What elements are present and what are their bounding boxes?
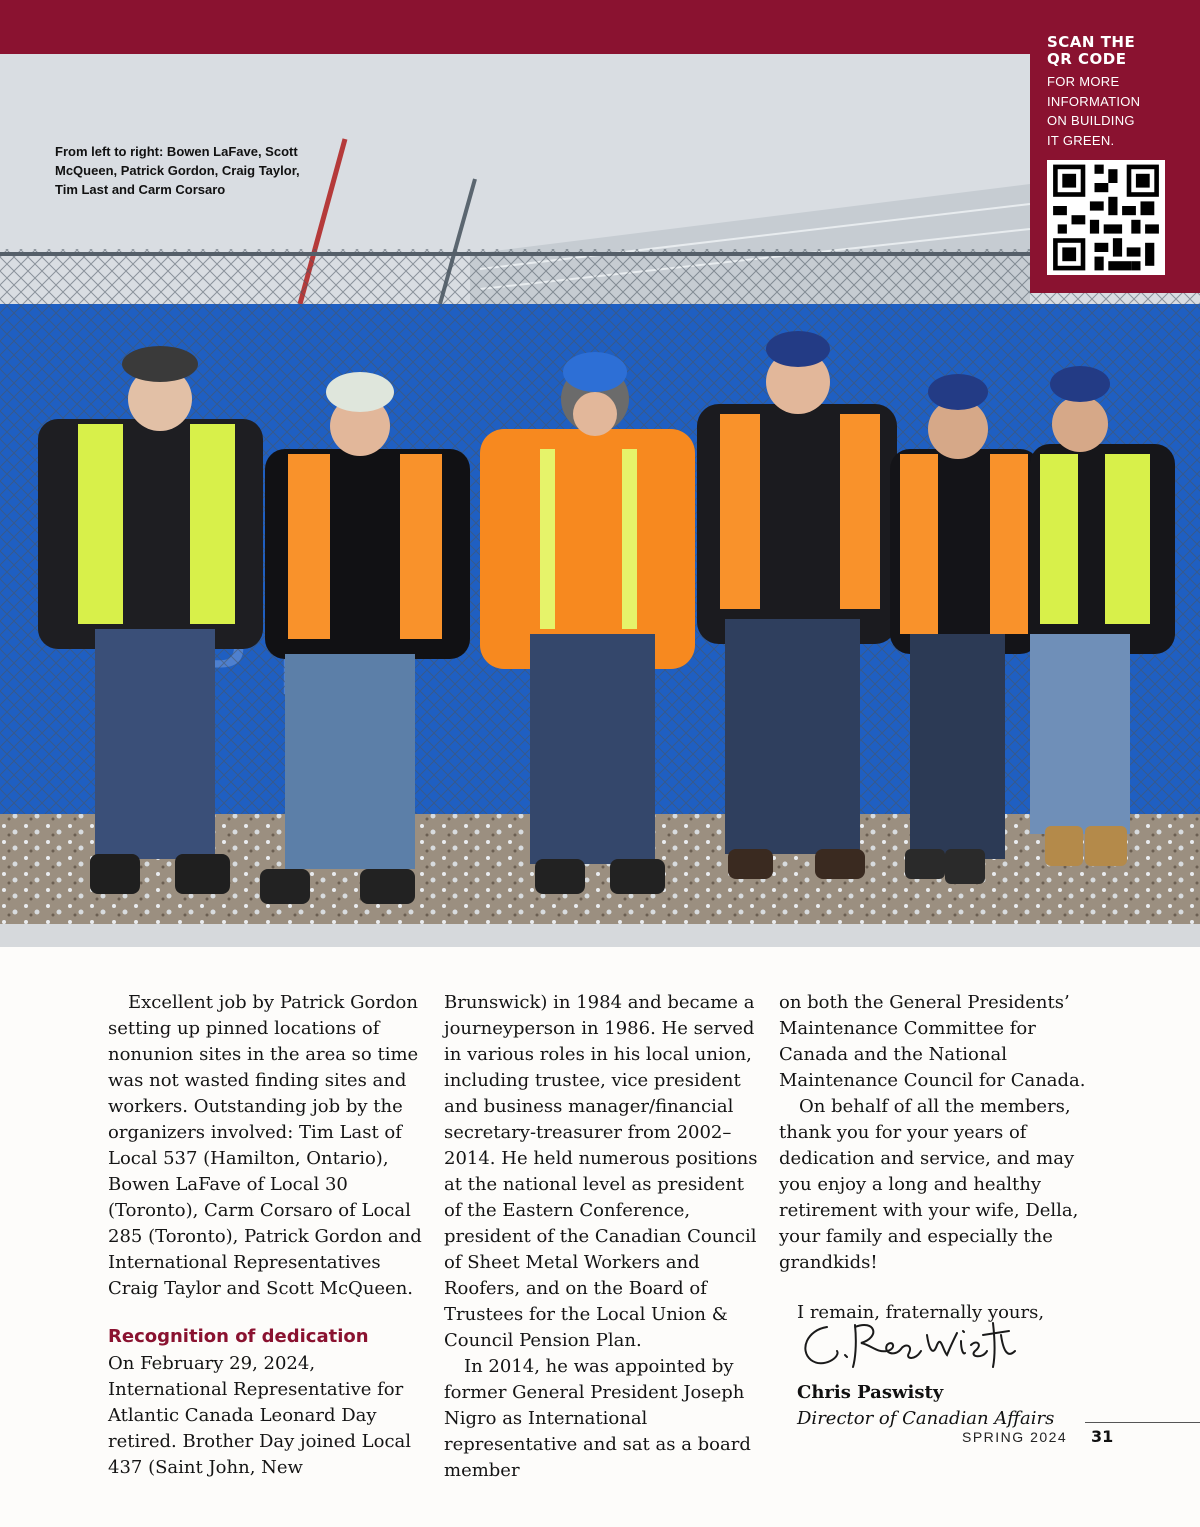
closing-line: I remain, fraternally yours, (797, 1302, 1045, 1323)
team-photo (0, 54, 1200, 947)
qr-subtext: FOR MORE INFORMATION ON BUILDING IT GREEN. (1047, 74, 1141, 148)
article-paragraph: On February 29, 2024, International Representative for Atlantic Canada Leonard Day retired. Brother Day joined Local 437 (Saint John, New (108, 1353, 412, 1478)
handwritten-signature (797, 1305, 1027, 1380)
footer-divider (1085, 1422, 1200, 1423)
signer-name: Chris Paswisty (797, 1382, 944, 1403)
photo-caption: From left to right: Bowen LaFave, Scott McQueen, Patrick Gordon, Craig Taylor, Tim Last and Carm Corsaro (55, 144, 300, 197)
signer-title: Director of Canadian Affairs (797, 1408, 1055, 1429)
article-paragraph: Brunswick) in 1984 and became a journeyperson in 1986. He served in various roles in his local union, including trustee, vice president and business manager/financial secretary-treasurer from 2002–2014. He held numerous positions at the national level as president of the Eastern Conference, president of the Canadian Council of Sheet Metal Workers and Roofers, and on the Board of Trustees for the Local Union & Council Pension Plan. (444, 992, 758, 1351)
qr-promo-panel (1030, 0, 1200, 293)
page-number: 31 (1091, 1427, 1114, 1446)
footer-issue: SPRING 2024 (962, 1429, 1068, 1445)
article-paragraph: Excellent job by Patrick Gordon setting up pinned locations of nonunion sites in the area so time was not wasted finding sites and workers. Outstanding job by the organizers involved: Tim Last of Local 537 (Hamilton, Ontario), Bowen LaFave of Local 30 (Toronto), Carm Corsaro of Local 285 (Toronto), Patrick Gordon and International Representatives Craig Taylor and Scott McQueen. (108, 992, 422, 1299)
article-column-1 (108, 990, 426, 1481)
article-column-2 (444, 990, 762, 1484)
qr-heading: SCAN THE QR CODE (1047, 33, 1136, 68)
article-paragraph: on both the General Presidents’ Maintenance Committee for Canada and the National Maintenance Council for Canada. (779, 992, 1086, 1091)
top-color-band (0, 0, 1200, 54)
section-subheading: Recognition of dedication (108, 1326, 369, 1347)
article-paragraph: On behalf of all the members, thank you for your years of dedication and service, and may you enjoy a long and healthy retirement with your wife, Della, your family and especially the grandkids! (779, 1096, 1079, 1273)
article-column-3 (779, 990, 1099, 1326)
article-paragraph: In 2014, he was appointed by former General President Joseph Nigro as International representative and sat as a board member (444, 1356, 751, 1481)
qr-code-icon[interactable] (1047, 160, 1165, 275)
